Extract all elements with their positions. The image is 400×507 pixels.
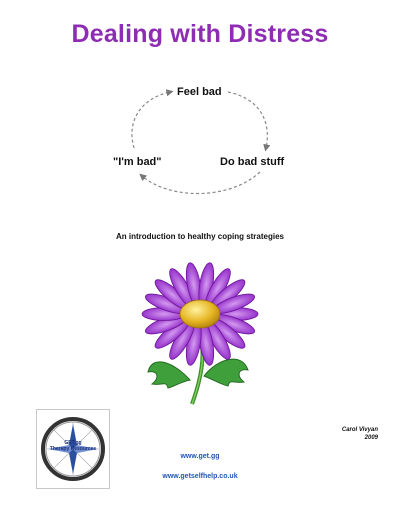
link-get-gg[interactable]: www.get.gg	[180, 453, 220, 460]
flower-leaf-left	[148, 362, 190, 388]
flower-center	[180, 300, 220, 328]
cycle-label-do-bad-stuff: Do bad stuff	[220, 156, 285, 168]
cycle-label-im-bad: "I'm bad"	[113, 156, 162, 168]
cycle-arrow-right	[228, 92, 267, 148]
author-name: Carol Vivyan	[341, 427, 378, 433]
logo-text-tagline: Therapy Resources	[49, 446, 97, 452]
cycle-arrows-icon	[100, 80, 300, 200]
link-getselfhelp[interactable]: www.getselfhelp.co.uk	[162, 473, 238, 480]
author-year: 2009	[364, 435, 378, 441]
page-title: Dealing with Distress	[71, 20, 329, 48]
logo-text-brand: GET.gg	[64, 440, 82, 446]
subtitle: An introduction to healthy coping strategies	[115, 232, 284, 241]
cycle-label-feel-bad: Feel bad	[177, 86, 222, 98]
flower-illustration-icon	[130, 262, 270, 412]
cycle-arrow-bottom	[142, 172, 260, 194]
author-credit	[342, 426, 378, 442]
cycle-arrow-left	[132, 92, 170, 148]
